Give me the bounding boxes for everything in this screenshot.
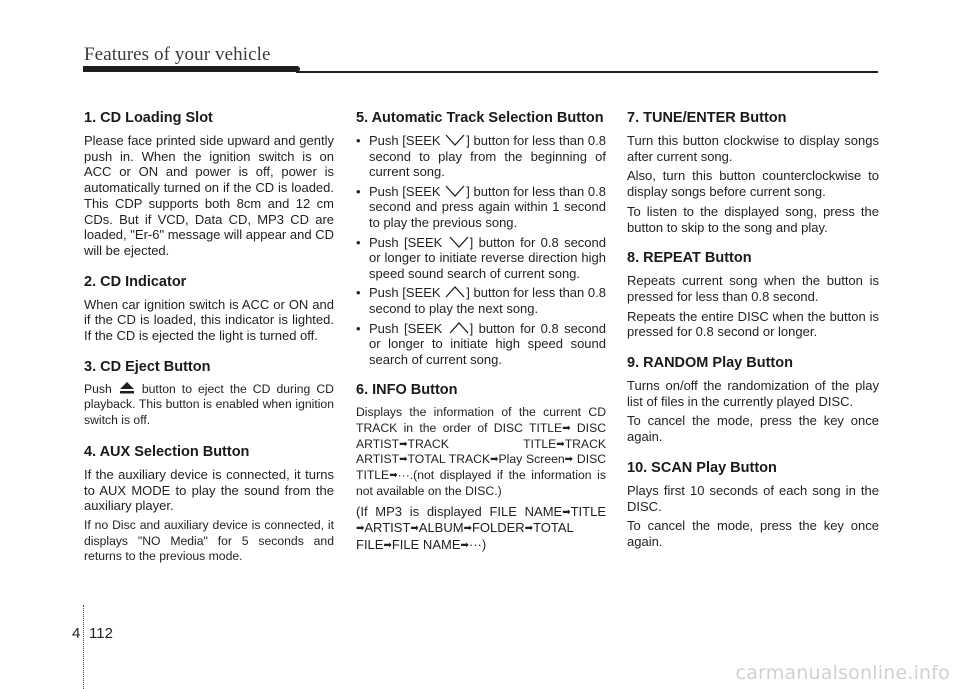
chapter-number: 4 [72,625,81,642]
watermark: carmanualsonline.info [735,662,950,684]
text-post: ] button for less than 0.8 second to play from the beginning of current song. [369,133,606,180]
section-repeat-button [627,250,879,340]
section-body: If no Disc and auxiliary device is connected, it displays "NO Media" for 5 seconds and returns to the previous mode. [84,517,334,564]
bullet-icon: • [356,234,361,250]
section-body: Plays first 10 seconds of each song in the DISC. [627,482,879,514]
bullet-list [356,133,606,367]
page-header-title: Features of your vehicle [84,44,271,65]
header-rule-thin [296,71,878,73]
arrow-right-icon: ➡ [490,454,499,466]
section-title: 3. CD Eject Button [84,358,211,375]
info-part: TRACK TITLE [407,436,557,451]
info-sequence-mp3 [356,504,606,554]
arrow-right-icon: ➡ [562,506,571,518]
section-body: Please face printed side upward and gently push in. When the ignition switch is on ACC or ON and power is off, power is automatically turned on if the CD is loaded. This CDP supports both 8cm and 12 cm CDs. But if VCD, Data CD, MP3 CD are loaded, "Er-6" message will appear and CD will be ejected. [84,133,334,258]
arrow-right-icon: ➡ [460,539,469,551]
chevron-down-icon [444,185,466,197]
section-title: 10. SCAN Play Button [627,459,777,476]
text-pre: Push [SEEK [369,133,445,148]
info-part: TOTAL TRACK [407,452,491,467]
list-item [356,285,606,316]
column-1 [84,110,334,580]
bullet-icon: • [356,285,361,301]
section-body: Turns on/off the randomization of the play list of files in the currently played DISC. [627,378,879,409]
section-cd-eject-button [84,359,334,429]
arrow-right-icon: ➡ [410,523,419,535]
text-pre: Push [SEEK [369,183,445,199]
info-part: ARTIST [364,520,411,536]
arrow-right-icon: ➡ [562,423,571,435]
info-part: Displays the information of the current CD TRACK in the order of DISC TITLE [356,405,606,436]
info-part: (If MP3 is displayed FILE NAME [356,503,563,519]
section-body: To cancel the mode, press the key once again. [627,413,879,445]
list-item [356,184,606,231]
text-post: ] button for 0.8 second or longer to initiate reverse direction high speed sound search of current song. [369,234,606,281]
page-number: 112 [89,625,113,642]
section-title: 2. CD Indicator [84,273,187,290]
text-pre: Push [84,381,118,396]
arrow-right-icon: ➡ [399,454,408,466]
section-cd-indicator [84,274,334,344]
section-tune-enter-button [627,110,879,235]
arrow-right-icon: ➡ [356,523,365,535]
info-part: ···.(not displayed if the information is not available on the DISC.) [356,468,606,498]
arrow-right-icon: ➡ [564,454,574,466]
page-divider [83,605,84,689]
text-pre: Push [SEEK [369,285,445,301]
section-body: When car ignition switch is ACC or ON and if the CD is loaded, this indicator is lighted. If the CD is ejected the light is turned off. [84,296,334,344]
header-rule-thick [83,66,300,72]
section-body: Repeats current song when the button is pressed for less than 0.8 second. [627,273,879,304]
text-pre: Push [SEEK [369,320,448,336]
info-part: DISC TITLE [356,452,607,483]
section-body: To listen to the displayed song, press the button to skip to the song and play. [627,203,879,235]
chevron-up-icon [448,322,470,334]
arrow-right-icon: ➡ [524,523,534,535]
section-automatic-track-selection [356,110,606,367]
text-pre: Push [SEEK [369,234,448,250]
arrow-right-icon: ➡ [389,470,398,482]
section-aux-selection-button [84,444,334,565]
info-part: TITLE [570,503,606,519]
arrow-right-icon: ➡ [556,438,565,450]
section-body: Also, turn this button counterclockwise to display songs before current song. [627,168,879,200]
list-item [356,321,606,368]
text-post: ] button for less than 0.8 second and press again within 1 second to play the previous song. [369,183,606,230]
section-body: Turn this button clockwise to display songs after current song. [627,133,879,164]
section-title: 9. RANDOM Play Button [627,355,793,372]
section-title: 8. REPEAT Button [627,250,752,267]
bullet-icon: • [356,133,361,148]
info-part: TRACK ARTIST [356,436,606,467]
section-body: To cancel the mode, press the key once again. [627,518,879,549]
section-random-play-button [627,355,879,445]
section-body: Repeats the entire DISC when the button is pressed for 0.8 second or longer. [627,308,879,340]
column-2 [356,110,606,569]
info-part: ···) [468,536,487,552]
chevron-up-icon [444,286,466,298]
arrow-right-icon: ➡ [463,523,472,535]
info-part: Play Screen [498,452,565,467]
chevron-down-icon [444,134,466,146]
arrow-right-icon: ➡ [383,539,392,551]
section-scan-play-button [627,460,879,550]
section-title: 1. CD Loading Slot [84,110,213,126]
section-title: 4. AUX Selection Button [84,443,250,460]
section-title: 5. Automatic Track Selection Button [356,110,604,126]
text-post: ] button for less than 0.8 second to play the next song. [369,285,606,316]
column-3 [627,110,879,565]
eject-icon [118,382,136,394]
info-sequence-cd [356,405,606,499]
info-part: ALBUM [418,520,464,536]
chevron-down-icon [448,236,470,248]
section-info-button [356,382,606,553]
text-post: ] button for 0.8 second or longer to initiate high speed sound search of current song. [369,320,606,367]
bullet-icon: • [356,183,361,199]
text-post: button to eject the CD during CD playback. This button is enabled when ignition switch is off. [84,381,334,428]
section-body [84,382,334,429]
bullet-icon: • [356,320,361,336]
section-cd-loading-slot [84,110,334,259]
info-part: DISC ARTIST [356,421,606,451]
info-part: FOLDER [471,520,525,536]
section-title: 7. TUNE/ENTER Button [627,110,787,126]
list-item [356,235,606,282]
list-item [356,133,606,180]
info-part: FILE NAME [391,536,461,552]
section-title: 6. INFO Button [356,382,458,399]
arrow-right-icon: ➡ [399,438,408,450]
section-body: If the auxiliary device is connected, it turns to AUX MODE to play the sound from the auxiliary player. [84,466,334,514]
info-part: TOTAL FILE [356,520,574,552]
